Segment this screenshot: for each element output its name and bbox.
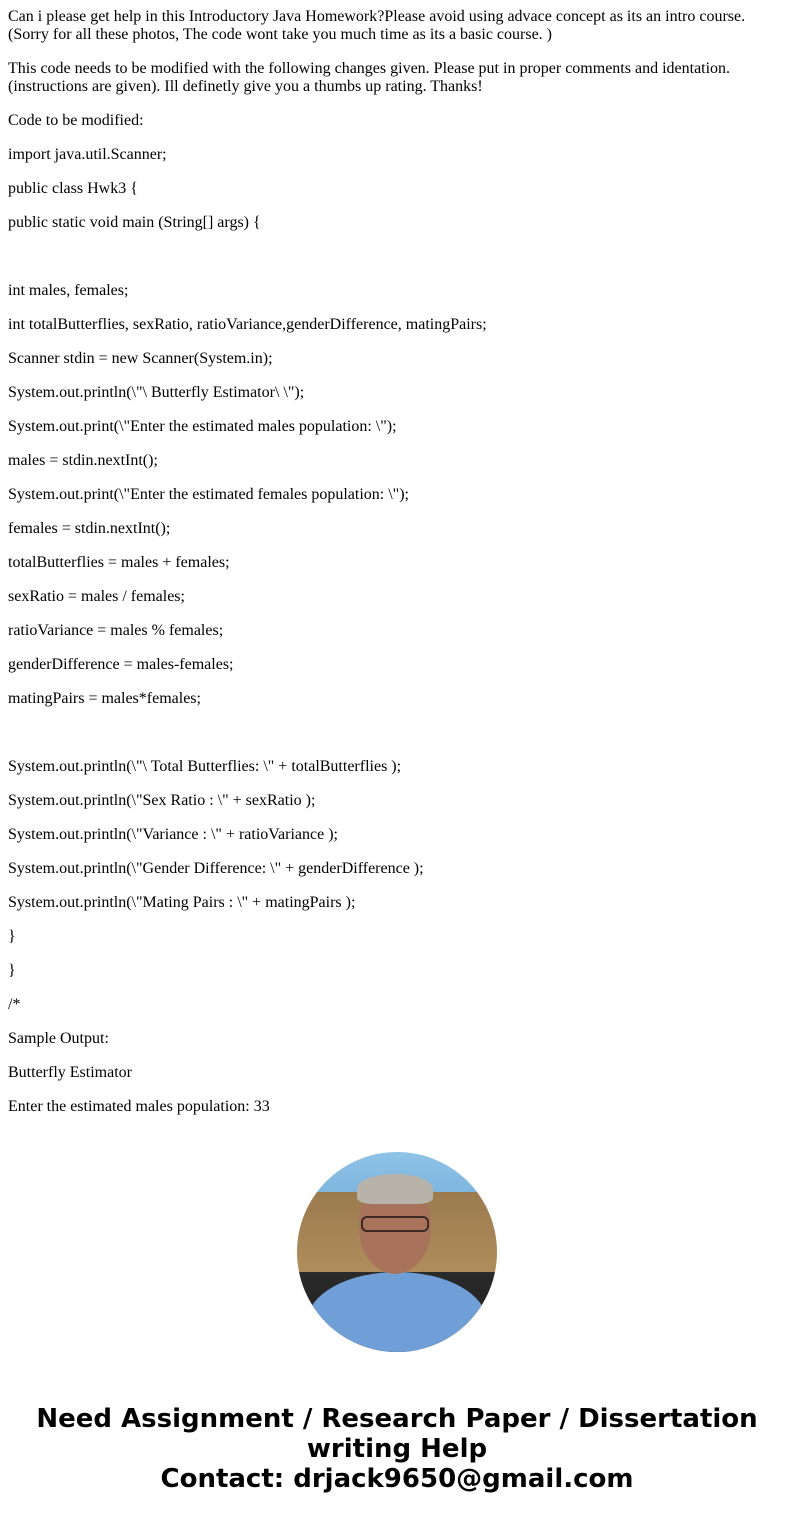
code-line: totalButterflies = males + females; bbox=[8, 554, 230, 571]
code-line: sexRatio = males / females; bbox=[8, 588, 185, 605]
code-heading: Code to be modified: bbox=[8, 112, 144, 129]
code-line: System.out.print(\"Enter the estimated males population: \"); bbox=[8, 418, 397, 435]
code-line: System.out.println(\"Mating Pairs : \" + matingPairs ); bbox=[8, 894, 356, 911]
code-line: } bbox=[8, 928, 16, 945]
intro-paragraph: Can i please get help in this Introductory Java Homework?Please avoid using advace concept as its an intro course. (Sorry for all these photos, The code wont take you much time as its a basic course. ) bbox=[8, 8, 746, 43]
code-line: Sample Output: bbox=[8, 1030, 109, 1047]
code-line: int males, females; bbox=[8, 282, 129, 299]
code-line: ratioVariance = males % females; bbox=[8, 622, 224, 639]
code-line: System.out.println(\"\ Total Butterflies: \" + totalButterflies ); bbox=[8, 758, 402, 775]
code-line: genderDifference = males-females; bbox=[8, 656, 234, 673]
code-line: System.out.println(\"Variance : \" + ratioVariance ); bbox=[8, 826, 338, 843]
code-line: Scanner stdin = new Scanner(System.in); bbox=[8, 350, 273, 367]
code-line: System.out.println(\"Sex Ratio : \" + sexRatio ); bbox=[8, 792, 316, 809]
code-line: /* bbox=[8, 996, 21, 1013]
code-line: import java.util.Scanner; bbox=[8, 146, 167, 163]
code-line: females = stdin.nextInt(); bbox=[8, 520, 171, 537]
code-line: System.out.println(\"\ Butterfly Estimator\ \"); bbox=[8, 384, 305, 401]
code-line: int totalButterflies, sexRatio, ratioVariance,genderDifference, matingPairs; bbox=[8, 316, 487, 333]
code-line: } bbox=[8, 962, 16, 979]
banner-headline: Need Assignment / Research Paper / Dissertation writing Help bbox=[36, 1404, 758, 1464]
code-line: public static void main (String[] args) { bbox=[8, 214, 261, 231]
intro-paragraph: This code needs to be modified with the following changes given. Please put in proper comments and identation. (instructions are given). Ill definetly give you a thumbs up rating. Thanks! bbox=[8, 60, 731, 95]
author-photo bbox=[297, 1152, 497, 1352]
code-line bbox=[8, 248, 786, 266]
code-line: Butterfly Estimator bbox=[8, 1064, 132, 1081]
document-body bbox=[0, 8, 794, 1116]
code-line: Enter the estimated males population: 33 bbox=[8, 1098, 270, 1115]
code-line: System.out.print(\"Enter the estimated females population: \"); bbox=[8, 486, 409, 503]
code-block bbox=[8, 146, 786, 1116]
banner-contact: Contact: drjack9650@gmail.com bbox=[160, 1464, 634, 1494]
code-line: males = stdin.nextInt(); bbox=[8, 452, 158, 469]
code-line bbox=[8, 724, 786, 742]
contact-banner bbox=[0, 1404, 794, 1494]
code-line: System.out.println(\"Gender Difference: \" + genderDifference ); bbox=[8, 860, 424, 877]
code-line: public class Hwk3 { bbox=[8, 180, 138, 197]
code-line: matingPairs = males*females; bbox=[8, 690, 201, 707]
